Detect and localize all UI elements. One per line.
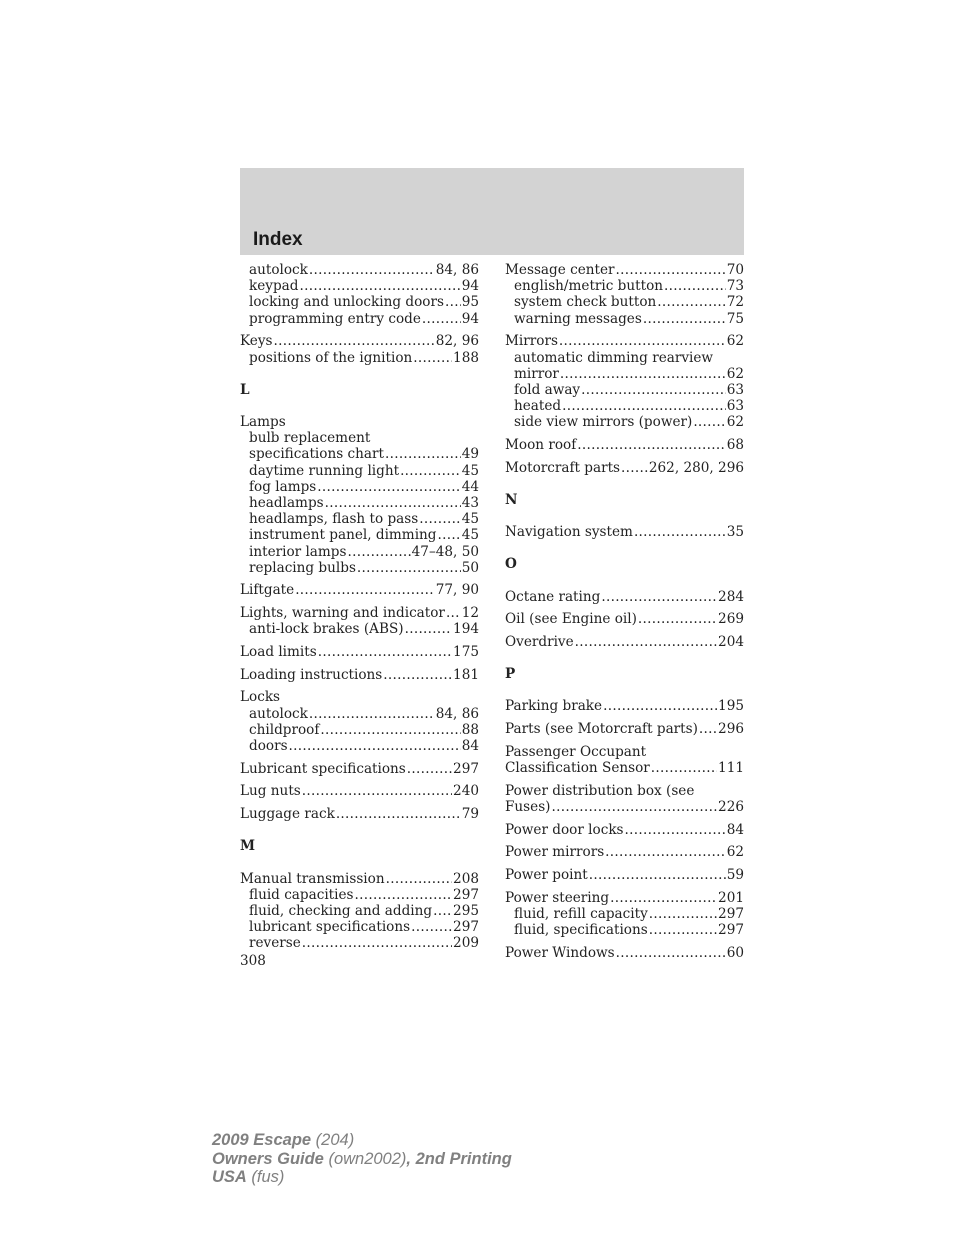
- dot-leader: [433, 903, 452, 919]
- index-entry: [505, 311, 744, 327]
- entry-page: 49: [461, 446, 479, 463]
- entry-term: english/metric button: [514, 278, 664, 295]
- entry-page: 296: [718, 721, 744, 738]
- index-entry: [240, 544, 479, 560]
- section-letter: M: [240, 838, 256, 855]
- entry-page: 84: [461, 738, 479, 755]
- dot-leader: [577, 437, 725, 453]
- dot-leader: [649, 906, 717, 922]
- index-entry: [505, 366, 744, 382]
- entry-page: 297: [453, 760, 479, 777]
- index-entry: [240, 644, 479, 660]
- section-letter: N: [505, 491, 518, 508]
- footer: [212, 1131, 512, 1187]
- index-entry: [240, 479, 479, 495]
- dot-leader: [318, 644, 452, 660]
- entry-term: Message center: [505, 262, 615, 278]
- index-entry: [505, 460, 744, 476]
- dot-leader: [407, 761, 452, 777]
- index-entry: [240, 527, 479, 543]
- entry-page: 82, 96: [435, 333, 479, 350]
- entry-page: 12: [461, 605, 479, 622]
- entry-term: lubricant specifications: [249, 919, 411, 936]
- index-entry: [240, 262, 479, 278]
- entry-page: 73: [726, 278, 744, 295]
- footer-guide: Owners Guide: [212, 1149, 324, 1168]
- footer-model: 2009 Escape: [212, 1131, 312, 1149]
- index-entry: [505, 589, 744, 605]
- entry-page: 77, 90: [435, 582, 479, 599]
- entry-term: Motorcraft parts: [505, 459, 621, 476]
- index-entry: [505, 262, 744, 278]
- index-entry: [505, 333, 744, 349]
- entry-term: mirror: [514, 365, 559, 382]
- entry-page: 297: [453, 919, 479, 936]
- dot-leader: [302, 783, 452, 799]
- entry-term: Keys: [240, 333, 273, 350]
- footer-printing: , 2nd Printing: [406, 1149, 512, 1168]
- entry-term: Navigation system: [505, 524, 633, 541]
- dot-leader: [699, 721, 717, 737]
- entry-term: Oil (see Engine oil): [505, 611, 637, 628]
- dot-leader: [295, 582, 435, 598]
- dot-leader: [693, 414, 725, 430]
- dot-leader: [422, 311, 461, 327]
- index-entry: [505, 294, 744, 310]
- index-entry: [240, 463, 479, 479]
- entry-term: Moon roof: [505, 437, 577, 454]
- index-entry: [505, 867, 744, 883]
- entry-term: Lights, warning and indicator: [240, 605, 445, 622]
- entry-term: daytime running light: [249, 462, 400, 479]
- entry-term: Power door locks: [505, 821, 624, 838]
- entry-page: 226: [718, 798, 744, 815]
- entry-term: fog lamps: [249, 478, 317, 495]
- entry-term: Mirrors: [505, 333, 558, 350]
- index-entry: [240, 806, 479, 822]
- index-entry: [505, 634, 744, 650]
- entry-page: 75: [726, 310, 744, 327]
- dot-leader: [445, 294, 461, 310]
- footer-market-code: (fus): [246, 1168, 285, 1186]
- entry-page: 240: [453, 783, 479, 800]
- dot-leader: [302, 935, 452, 951]
- dot-leader: [603, 698, 717, 714]
- dot-leader: [643, 311, 726, 327]
- entry-page: 188: [453, 349, 479, 366]
- entry-page: 62: [726, 844, 744, 861]
- dot-leader: [419, 511, 460, 527]
- entry-term: reverse: [249, 935, 301, 952]
- entry-page: 201: [718, 889, 744, 906]
- index-heading: Locks: [240, 689, 281, 706]
- index-entry: [240, 935, 479, 951]
- entry-term: Lubricant specifications: [240, 760, 406, 777]
- index-entry: [505, 945, 744, 961]
- index-entry: [240, 511, 479, 527]
- index-entry: [240, 887, 479, 903]
- entry-page: 204: [718, 633, 744, 650]
- entry-term: Loading instructions: [240, 666, 383, 683]
- dot-leader: [664, 278, 726, 294]
- entry-page: 47–48, 50: [411, 543, 479, 560]
- dot-leader: [605, 844, 726, 860]
- index-entry: [240, 333, 479, 349]
- dot-leader: [616, 262, 726, 278]
- index-entry: [505, 721, 744, 737]
- dot-leader: [317, 479, 460, 495]
- dot-leader: [357, 560, 461, 576]
- entry-term: Liftgate: [240, 582, 295, 599]
- dot-leader: [385, 446, 461, 462]
- dot-leader: [625, 822, 726, 838]
- index-entry: [505, 524, 744, 540]
- entry-term: Parts (see Motorcraft parts): [505, 721, 698, 738]
- dot-leader: [559, 333, 726, 349]
- index-entry: [505, 799, 744, 815]
- entry-term: autolock: [249, 262, 308, 278]
- index-entry: [240, 783, 479, 799]
- entry-page: 45: [461, 511, 479, 528]
- entry-page: 262, 280, 296: [648, 459, 744, 476]
- entry-term: fluid capacities: [249, 886, 354, 903]
- index-entry: [240, 294, 479, 310]
- dot-leader: [651, 760, 717, 776]
- entry-page: 62: [726, 414, 744, 431]
- entry-page: 297: [718, 922, 744, 939]
- index-entry: [240, 582, 479, 598]
- dot-leader: [634, 524, 726, 540]
- index-entry: [505, 698, 744, 714]
- header-band: [240, 168, 744, 255]
- dot-leader: [411, 919, 452, 935]
- entry-term: fluid, specifications: [514, 922, 648, 939]
- entry-term: Lug nuts: [240, 783, 301, 800]
- entry-page: 63: [726, 381, 744, 398]
- index-entry: [240, 761, 479, 777]
- index-column-right: [505, 262, 744, 961]
- section-letter: L: [240, 381, 250, 398]
- entry-page: 50: [461, 559, 479, 576]
- index-entry: [240, 278, 479, 294]
- entry-term: Luggage rack: [240, 806, 335, 823]
- index-entry: [240, 667, 479, 683]
- entry-page: 68: [726, 437, 744, 454]
- entry-page: 45: [461, 527, 479, 544]
- index-entry: [505, 906, 744, 922]
- entry-page: 94: [461, 278, 479, 295]
- entry-term: childproof: [249, 721, 320, 738]
- dot-leader: [386, 871, 452, 887]
- entry-page: 297: [718, 905, 744, 922]
- dot-leader: [299, 278, 460, 294]
- index-entry: [240, 350, 479, 366]
- entry-page: 194: [453, 621, 479, 638]
- entry-term: Power steering: [505, 889, 610, 906]
- page-number: 308: [240, 952, 266, 969]
- entry-page: 43: [461, 494, 479, 511]
- page-title: Index: [253, 229, 303, 250]
- dot-leader: [438, 527, 461, 543]
- index-entry: [505, 278, 744, 294]
- dot-leader: [325, 495, 461, 511]
- entry-term: positions of the ignition: [249, 349, 413, 366]
- entry-term: specifications chart: [249, 446, 384, 463]
- index-entry: [240, 446, 479, 462]
- entry-term: keypad: [249, 278, 299, 295]
- entry-page: 72: [726, 294, 744, 311]
- dot-leader: [616, 945, 726, 961]
- dot-leader: [649, 922, 717, 938]
- entry-page: 88: [461, 721, 479, 738]
- entry-term: system check button: [514, 294, 657, 311]
- index-entry: [240, 621, 479, 637]
- index-heading: Lamps: [240, 413, 286, 430]
- entry-page: 45: [461, 462, 479, 479]
- entry-page: 70: [726, 262, 744, 278]
- dot-leader: [610, 890, 717, 906]
- entry-term: Parking brake: [505, 698, 603, 715]
- entry-page: 62: [726, 365, 744, 382]
- dot-leader: [638, 611, 717, 627]
- index-entry: [240, 706, 479, 722]
- dot-leader: [413, 350, 452, 366]
- entry-term: anti-lock brakes (ABS): [249, 621, 404, 638]
- entry-term: doors: [249, 738, 288, 755]
- entry-term: Load limits: [240, 644, 317, 661]
- footer-line-1: [212, 1131, 512, 1150]
- entry-page: 111: [718, 759, 744, 776]
- entry-page: 297: [453, 886, 479, 903]
- index-entry: [505, 414, 744, 430]
- entry-page: 209: [453, 935, 479, 952]
- index-entry: [505, 382, 744, 398]
- entry-term: Fuses): [505, 798, 551, 815]
- index-entry: [240, 903, 479, 919]
- index-entry: [505, 890, 744, 906]
- dot-leader: [320, 722, 460, 738]
- entry-page: 84, 86: [435, 262, 479, 278]
- index-heading: Passenger Occupant: [505, 743, 647, 760]
- entry-page: 208: [453, 870, 479, 887]
- dot-leader: [589, 867, 726, 883]
- entry-page: 95: [461, 294, 479, 311]
- entry-term: programming entry code: [249, 310, 421, 327]
- index-entry: [240, 495, 479, 511]
- index-entry: [240, 738, 479, 754]
- entry-page: 84: [726, 821, 744, 838]
- entry-page: 94: [461, 310, 479, 327]
- section-letter: P: [505, 666, 516, 683]
- dot-leader: [309, 706, 435, 722]
- dot-leader: [560, 366, 726, 382]
- index-entry: [240, 560, 479, 576]
- dot-leader: [581, 382, 726, 398]
- dot-leader: [621, 460, 648, 476]
- entry-term: fluid, refill capacity: [514, 905, 648, 922]
- entry-term: warning messages: [514, 310, 642, 327]
- index-heading: automatic dimming rearview: [514, 349, 714, 366]
- entry-page: 269: [718, 611, 744, 628]
- entry-term: fold away: [514, 381, 581, 398]
- dot-leader: [446, 605, 461, 621]
- index-entry: [505, 760, 744, 776]
- entry-page: 175: [453, 644, 479, 661]
- dot-leader: [309, 262, 435, 278]
- dot-leader: [355, 887, 453, 903]
- entry-term: instrument panel, dimming: [249, 527, 437, 544]
- dot-leader: [289, 738, 461, 754]
- entry-term: Classification Sensor: [505, 759, 650, 776]
- index-entry: [505, 922, 744, 938]
- dot-leader: [383, 667, 452, 683]
- entry-page: 59: [726, 866, 744, 883]
- footer-guide-code: (own2002): [323, 1149, 407, 1168]
- entry-page: 35: [726, 524, 744, 541]
- entry-page: 84, 86: [435, 705, 479, 722]
- entry-page: 295: [453, 903, 479, 919]
- index-entry: [240, 722, 479, 738]
- index-heading: bulb replacement: [249, 430, 371, 447]
- entry-term: Octane rating: [505, 588, 601, 605]
- footer-model-code: (204): [311, 1131, 355, 1149]
- footer-line-2: [212, 1150, 512, 1169]
- entry-term: headlamps: [249, 494, 324, 511]
- entry-page: 60: [726, 944, 744, 961]
- footer-line-3: [212, 1168, 512, 1187]
- index-entry: [240, 311, 479, 327]
- index-heading: Power distribution box (see: [505, 782, 695, 799]
- entry-term: side view mirrors (power): [514, 414, 693, 431]
- entry-page: 79: [461, 806, 479, 823]
- index-entry: [240, 871, 479, 887]
- dot-leader: [347, 544, 410, 560]
- section-letter: O: [505, 556, 517, 573]
- entry-term: Overdrive: [505, 633, 574, 650]
- index-entry: [505, 611, 744, 627]
- entry-term: replacing bulbs: [249, 559, 356, 576]
- dot-leader: [405, 621, 452, 637]
- entry-page: 44: [461, 478, 479, 495]
- entry-page: 181: [453, 666, 479, 683]
- footer-market: USA: [212, 1168, 247, 1186]
- dot-leader: [562, 398, 726, 414]
- index-entry: [505, 822, 744, 838]
- dot-leader: [575, 634, 717, 650]
- index-entry: [505, 437, 744, 453]
- dot-leader: [552, 799, 718, 815]
- index-entry: [505, 398, 744, 414]
- entry-term: Power Windows: [505, 944, 615, 961]
- entry-page: 63: [726, 398, 744, 415]
- entry-page: 284: [718, 588, 744, 605]
- entry-term: headlamps, flash to pass: [249, 511, 419, 528]
- entry-term: fluid, checking and adding: [249, 903, 433, 919]
- index-entry: [240, 605, 479, 621]
- entry-term: Power point: [505, 866, 588, 883]
- entry-term: Manual transmission: [240, 870, 385, 887]
- index-entry: [505, 844, 744, 860]
- dot-leader: [657, 294, 725, 310]
- entry-term: autolock: [249, 705, 308, 722]
- entry-page: 62: [726, 333, 744, 350]
- entry-term: locking and unlocking doors: [249, 294, 444, 311]
- index-entry: [240, 919, 479, 935]
- entry-term: interior lamps: [249, 543, 347, 560]
- dot-leader: [274, 333, 435, 349]
- index-column-left: [240, 262, 479, 969]
- entry-term: Power mirrors: [505, 844, 605, 861]
- dot-leader: [400, 463, 461, 479]
- dot-leader: [336, 806, 461, 822]
- entry-page: 195: [718, 698, 744, 715]
- entry-term: heated: [514, 398, 562, 415]
- dot-leader: [601, 589, 717, 605]
